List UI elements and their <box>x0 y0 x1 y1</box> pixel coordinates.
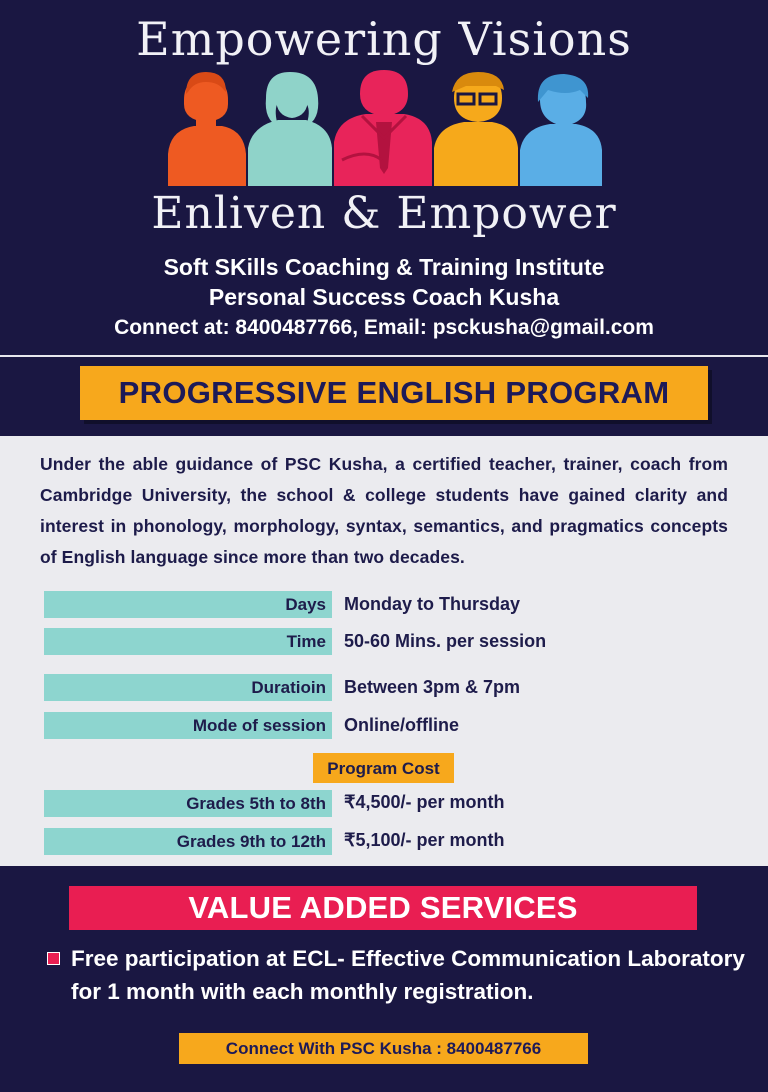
detail-label-duration: Duratioin <box>44 674 332 701</box>
footer-connect: Connect With PSC Kusha : 8400487766 <box>179 1033 588 1064</box>
detail-label-mode: Mode of session <box>44 712 332 739</box>
program-cost-heading: Program Cost <box>313 753 454 783</box>
detail-value-days: Monday to Thursday <box>344 594 521 614</box>
divider <box>0 355 768 357</box>
institute-name: Soft SKills Coaching & Training Institute <box>163 254 605 280</box>
cost-label-grades-9-12: Grades 9th to 12th <box>44 828 332 855</box>
program-description: Under the able guidance of PSC Kusha, a certified teacher, trainer, coach from Cambridge University, the school & college students have gained clarity and interest in phonology, morphology, syntax, semantics, and pragmatics concepts of English language since more than two decades. <box>40 454 728 567</box>
coach-name: Personal Success Coach Kusha <box>208 284 560 310</box>
services-banner <box>69 886 697 930</box>
detail-label-days: Days <box>44 591 332 618</box>
program-title: PROGRESSIVE ENGLISH PROGRAM <box>118 375 670 410</box>
person-pink-icon <box>334 70 432 186</box>
detail-value-duration: Between 3pm & 7pm <box>344 677 521 697</box>
person-yellow-icon <box>434 72 518 186</box>
cost-value-grades-9-12: ₹5,100/- per month <box>344 830 505 850</box>
person-teal-icon <box>248 72 332 186</box>
detail-label-time: Time <box>44 628 332 655</box>
detail-value-time: 50-60 Mins. per session <box>344 631 547 651</box>
people-illustration <box>166 68 606 186</box>
bullet-square-icon <box>47 952 60 965</box>
person-orange-icon <box>168 72 246 186</box>
contact-line: Connect at: 8400487766, Email: psckusha@gmail.com <box>114 316 654 339</box>
detail-value-mode: Online/offline <box>344 715 459 735</box>
title-empowering-visions: Empowering Visions <box>136 12 632 66</box>
person-blue-icon <box>520 74 602 186</box>
cost-value-grades-5-8: ₹4,500/- per month <box>344 792 505 812</box>
tagline-enliven-empower: Enliven & Empower <box>151 188 617 239</box>
services-title: VALUE ADDED SERVICES <box>188 890 578 925</box>
cost-label-grades-5-8: Grades 5th to 8th <box>44 790 332 817</box>
service-item: Free participation at ECL- Effective Communication Laboratory for 1 month with each monthly registration. <box>71 946 745 1004</box>
program-banner <box>80 366 708 420</box>
